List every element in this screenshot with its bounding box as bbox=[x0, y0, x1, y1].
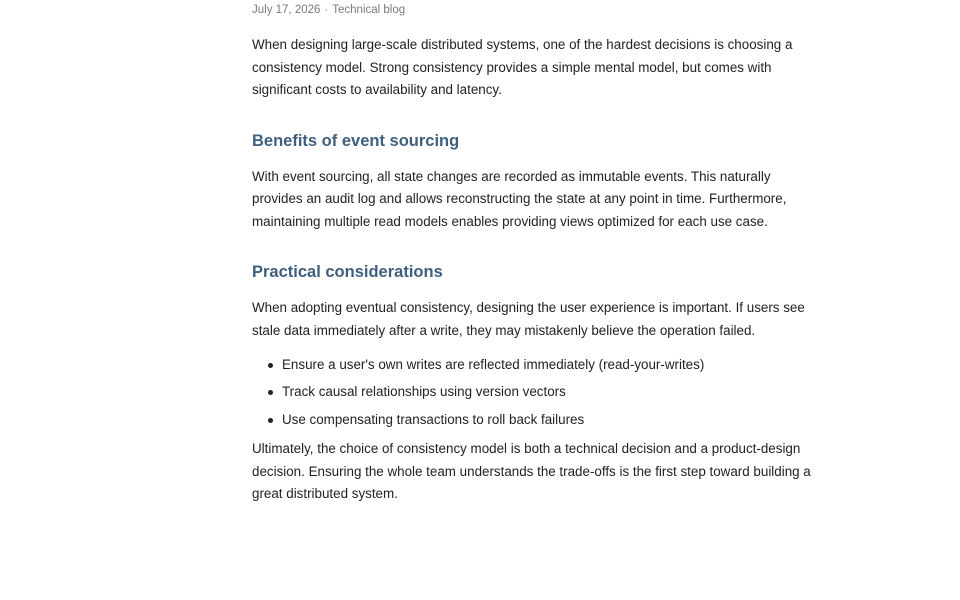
section-heading-practical-considerations: Practical considerations bbox=[252, 263, 443, 281]
conclusion-paragraph: Ultimately, the choice of consistency model is both a technical decision and a product-design decision. Ensuring the whole team understands the trade-offs is the first step toward building a great distributed system. bbox=[252, 441, 811, 502]
practical-considerations-paragraph: When adopting eventual consistency, designing the user experience is important. If users see stale data immediately after a write, they may mistakenly believe the operation failed. bbox=[252, 300, 805, 338]
event-sourcing-paragraph: With event sourcing, all state changes are recorded as immutable events. This naturally provides an audit log and allows reconstructing the state at any point in time. Furthermore, maintaining multiple read models enables providing views optimized for each use case. bbox=[252, 168, 787, 229]
bullet-icon bbox=[268, 390, 273, 395]
meta-separator: · bbox=[324, 4, 329, 16]
post-meta bbox=[252, 2, 824, 18]
list-item-text: Track causal relationships using version vectors bbox=[282, 384, 566, 400]
section-heading-event-sourcing: Benefits of event sourcing bbox=[252, 131, 460, 150]
list-item bbox=[282, 409, 824, 432]
bullet-icon bbox=[268, 418, 273, 423]
list-item bbox=[282, 354, 824, 377]
best-practices-list bbox=[252, 354, 824, 431]
list-item-text: Use compensating transactions to roll back failures bbox=[282, 411, 585, 427]
post-category-link[interactable]: Technical blog bbox=[332, 4, 406, 16]
list-item-text: Ensure a user's own writes are reflected immediately (read-your-writes) bbox=[282, 357, 705, 372]
intro-paragraph: When designing large-scale distributed systems, one of the hardest decisions is choosing a consistency model. Strong consistency provides a simple mental model, but comes with significant costs to availability and latency. bbox=[252, 37, 793, 97]
blog-article bbox=[252, 2, 824, 506]
bullet-icon bbox=[268, 363, 273, 368]
list-item bbox=[282, 381, 824, 404]
post-date: July 17, 2026 bbox=[252, 4, 321, 16]
